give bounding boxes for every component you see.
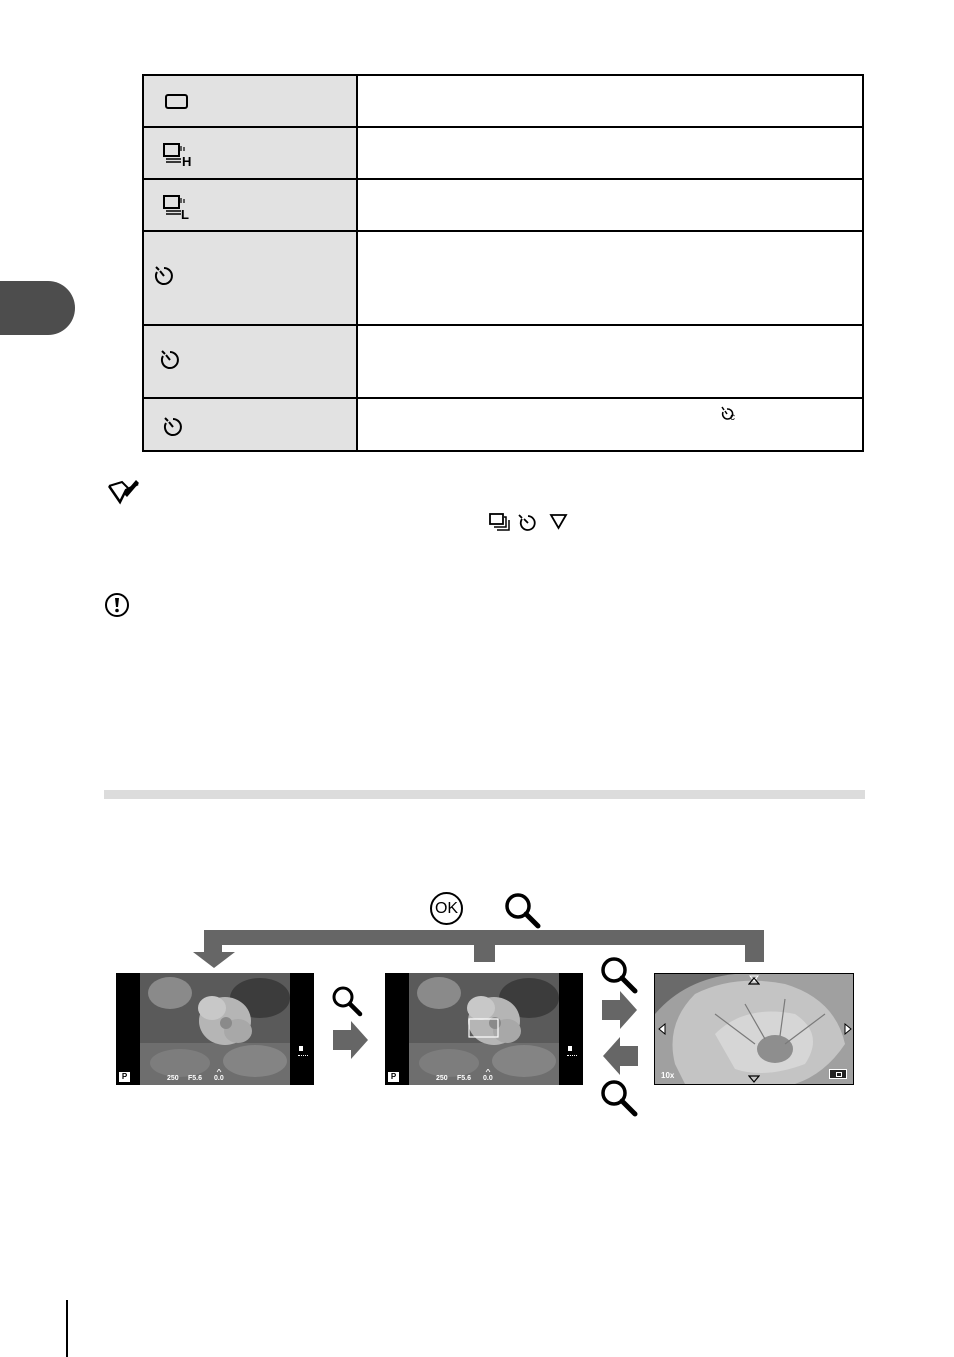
self-timer-12s-icon bbox=[152, 264, 176, 288]
row-description bbox=[356, 180, 864, 230]
single-frame-icon bbox=[164, 92, 192, 112]
magnifier-icon[interactable] bbox=[599, 1078, 639, 1118]
table-row bbox=[142, 178, 864, 230]
sequential-high-icon bbox=[162, 142, 196, 168]
left-arrow-icon bbox=[658, 1023, 666, 1035]
table-row bbox=[142, 74, 864, 127]
svg-text:250: 250 bbox=[436, 1075, 448, 1082]
svg-text:0.0: 0.0 bbox=[214, 1075, 224, 1082]
sequential-low-icon bbox=[162, 194, 196, 222]
forward-arrow bbox=[333, 1020, 369, 1060]
row-description bbox=[356, 76, 864, 127]
custom-self-timer-icon bbox=[161, 415, 185, 439]
zoom-position-indicator bbox=[829, 1069, 847, 1079]
zoom-diagram bbox=[0, 880, 954, 1130]
mode-badge: P bbox=[388, 1072, 399, 1082]
sequential-self-timer-icon bbox=[488, 511, 540, 533]
svg-text:250: 250 bbox=[167, 1075, 179, 1082]
exposure-readout bbox=[156, 1069, 246, 1083]
zoomed-flower-photo bbox=[655, 974, 853, 1084]
note-pencil-icon bbox=[106, 478, 140, 506]
chapter-tab bbox=[0, 281, 75, 335]
down-arrow-icon bbox=[748, 1075, 760, 1083]
zoomed-view-screen bbox=[654, 973, 854, 1085]
table-row bbox=[142, 230, 864, 324]
exposure-readout bbox=[425, 1069, 515, 1083]
section-divider bbox=[104, 790, 865, 799]
self-timer-2s-icon bbox=[158, 348, 182, 372]
row-description bbox=[356, 326, 864, 397]
svg-text:c: c bbox=[730, 412, 735, 423]
table-row bbox=[142, 397, 864, 452]
magnifier-icon[interactable] bbox=[599, 955, 639, 995]
svg-text:F5.6: F5.6 bbox=[457, 1075, 472, 1082]
caution-exclamation-icon bbox=[104, 592, 130, 618]
drive-mode-table bbox=[142, 74, 864, 452]
svg-text:F5.6: F5.6 bbox=[188, 1075, 203, 1082]
down-triangle-icon bbox=[549, 513, 569, 531]
table-row bbox=[142, 126, 864, 178]
ok-button[interactable]: OK bbox=[430, 892, 463, 925]
table-row bbox=[142, 324, 864, 397]
magnifier-icon[interactable] bbox=[503, 892, 543, 930]
row-description bbox=[356, 232, 864, 324]
row-description bbox=[356, 128, 864, 178]
up-arrow-icon bbox=[748, 977, 760, 985]
live-view-screen bbox=[116, 973, 314, 1085]
svg-text:0.0: 0.0 bbox=[483, 1075, 493, 1082]
zoom-level: 10x bbox=[661, 1071, 675, 1080]
svg-text:L: L bbox=[181, 207, 189, 222]
page-margin-line bbox=[66, 1300, 68, 1357]
return-arrow bbox=[190, 928, 770, 970]
frame-selection-screen bbox=[385, 973, 583, 1085]
magnifier-icon[interactable] bbox=[331, 985, 363, 1017]
right-arrow-icon bbox=[844, 1023, 852, 1035]
svg-text:H: H bbox=[182, 154, 192, 168]
custom-self-timer-c-icon bbox=[720, 405, 740, 423]
mode-badge: P bbox=[119, 1072, 130, 1082]
forward-arrow bbox=[602, 990, 638, 1030]
back-arrow bbox=[602, 1036, 638, 1076]
row-description bbox=[356, 399, 864, 452]
